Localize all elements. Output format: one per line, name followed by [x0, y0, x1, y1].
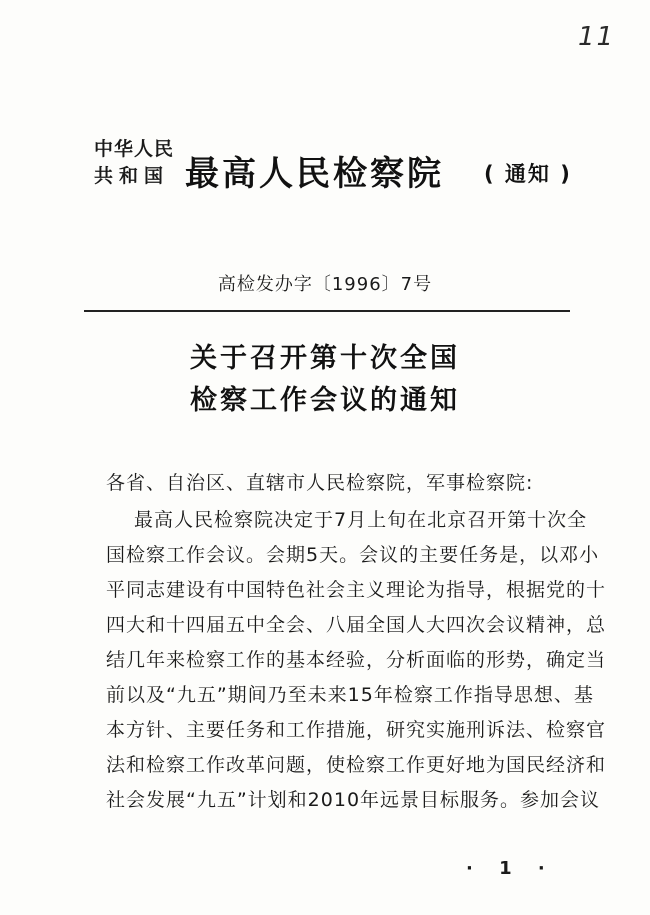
country-name-line1: 中华人民 [94, 138, 175, 160]
salutation: 各省、自治区、直辖市人民检察院，军事检察院: [106, 472, 534, 494]
country-name-block [94, 136, 174, 190]
body-line: 四大和十四届五中全会、八届全国人大四次会议精神，总 [106, 614, 607, 636]
document-title [0, 338, 650, 422]
issuing-organization: 最高人民检察院 [185, 154, 444, 194]
country-name-line2: 共和国 [94, 165, 170, 187]
body-line: 前以及“九五”期间乃至未来15年检察工作指导思想、基 [106, 684, 594, 706]
body-line: 最高人民检察院决定于7月上旬在北京召开第十次全 [134, 509, 588, 531]
body-line: 平同志建设有中国特色社会主义理论为指导，根据党的十 [106, 579, 607, 601]
body-line: 社会发展“九五”计划和2010年远景目标服务。参加会议 [106, 789, 601, 811]
page-number: · 1 · [466, 858, 555, 879]
title-line1: 关于召开第十次全国 [190, 343, 460, 374]
body-line: 法和检察工作改革问题，使检察工作更好地为国民经济和 [106, 754, 607, 776]
header-divider [84, 310, 570, 312]
handwritten-page-mark: 11 [578, 22, 616, 52]
title-line2: 检察工作会议的通知 [190, 385, 460, 416]
body-line: 国检察工作会议。会期5天。会议的主要任务是，以邓小 [106, 544, 600, 566]
body-line: 结几年来检察工作的基本经验，分析面临的形势，确定当 [106, 649, 607, 671]
document-number: 高检发办字〔1996〕7号 [217, 274, 433, 295]
body-paragraph [106, 505, 607, 845]
body-line: 本方针、主要任务和工作措施，研究实施刑诉法、检察官 [106, 719, 607, 741]
document-type: ( 通知 ) [484, 162, 572, 186]
